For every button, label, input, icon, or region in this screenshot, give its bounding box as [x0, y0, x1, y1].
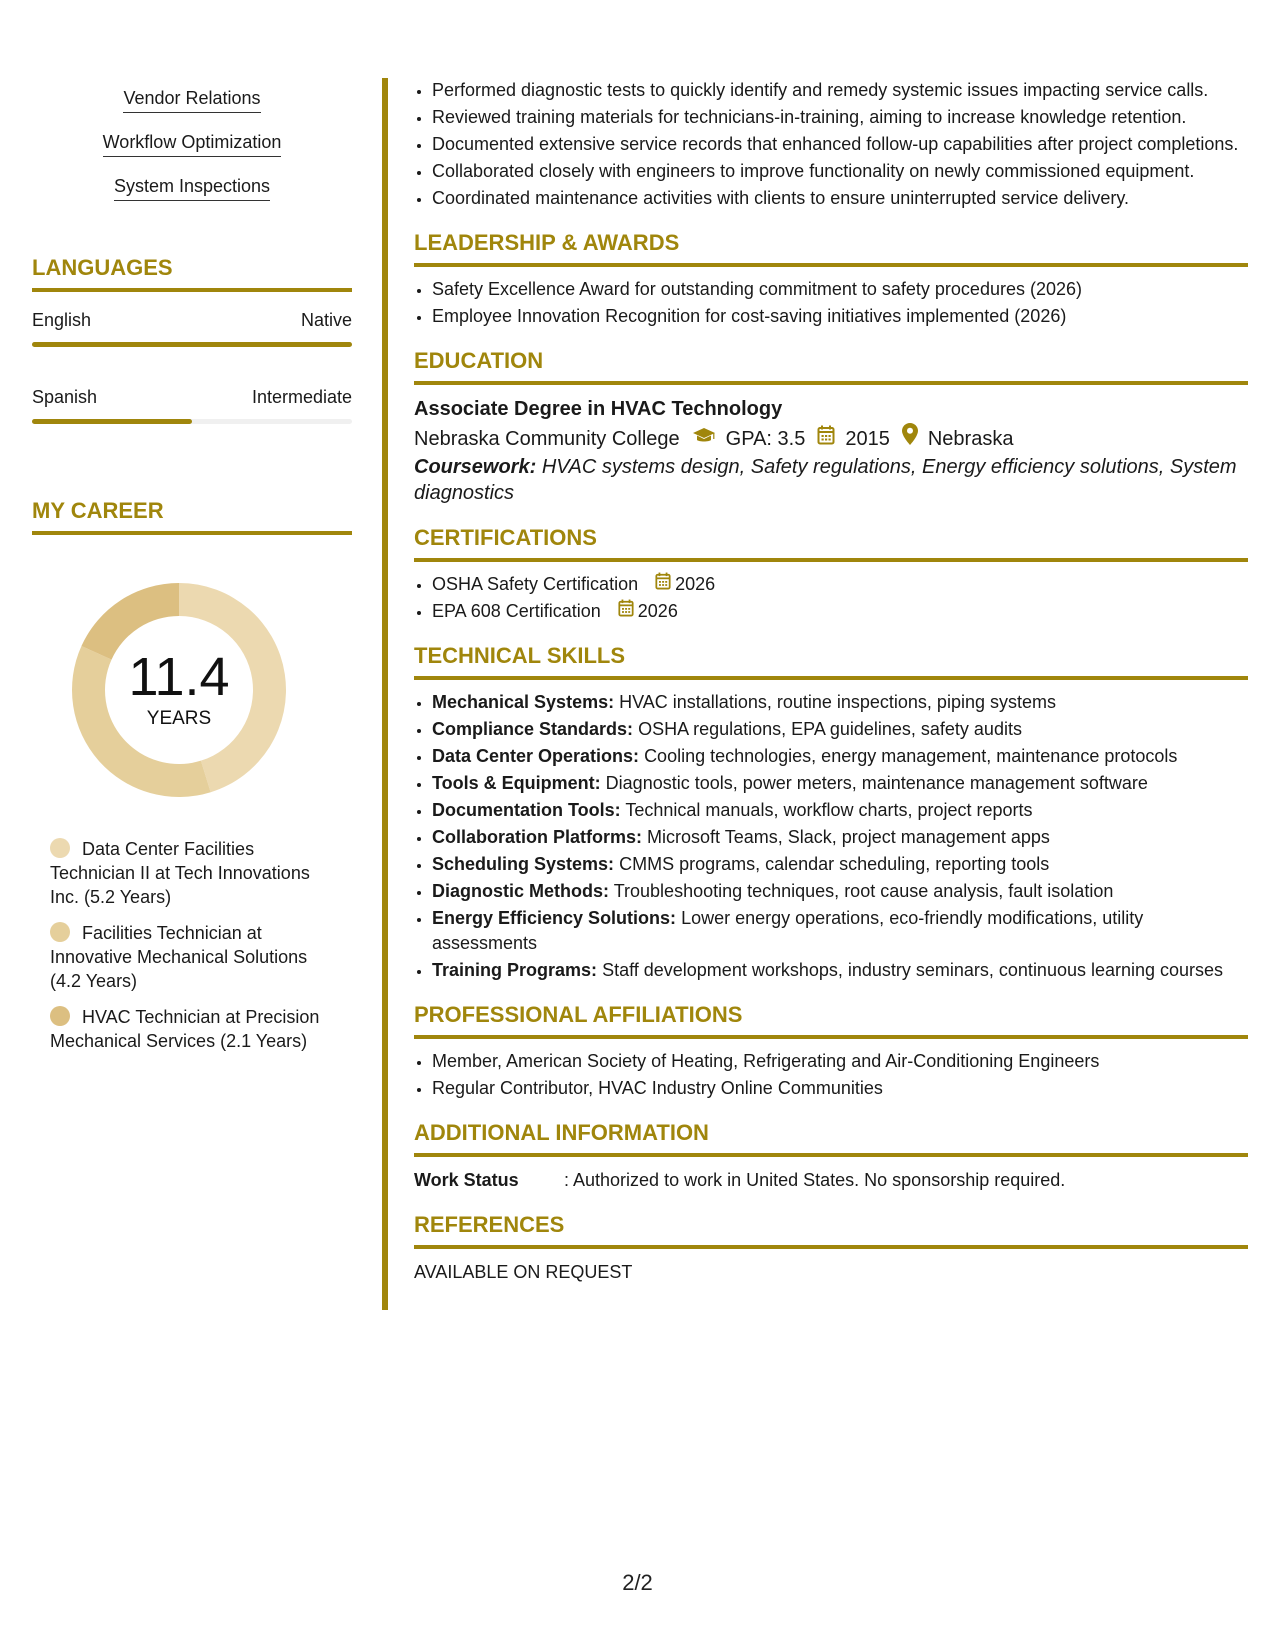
affiliations-section	[414, 1001, 1248, 1101]
language-name: Spanish	[32, 387, 98, 407]
career-legend	[50, 837, 340, 1065]
language-row	[32, 308, 352, 332]
technical-skill-item	[432, 798, 1248, 823]
skill-label: Collaboration Platforms:	[432, 827, 643, 847]
experience-bullet: • Coordinated maintenance activities with clients to ensure uninterrupted service delivery.	[432, 186, 1248, 211]
skill-tag: Vendor Relations	[123, 86, 260, 113]
career-total-years: 11.4	[128, 647, 230, 707]
career-donut-chart	[66, 577, 292, 803]
additional-info-title: ADDITIONAL INFORMATION	[414, 1119, 1248, 1157]
education-section	[414, 347, 1248, 506]
skill-text: Lower energy operations, eco-friendly modifications, utility assessments	[432, 908, 1144, 953]
references-text: AVAILABLE ON REQUEST	[414, 1262, 633, 1282]
education-title: EDUCATION	[414, 347, 1248, 385]
affiliation-item: • Member, American Society of Heating, Refrigerating and Air-Conditioning Engineers	[432, 1049, 1248, 1074]
donut-center	[66, 577, 292, 803]
skill-label: Scheduling Systems:	[432, 854, 615, 874]
education-degree: Associate Degree in HVAC Technology	[414, 398, 783, 420]
skill-tag: Workflow Optimization	[103, 130, 282, 157]
experience-bullet: • Reviewed training materials for technicians-in-training, aiming to increase knowledge retention.	[432, 105, 1248, 130]
languages-section	[32, 254, 352, 424]
technical-skill-item	[432, 717, 1248, 742]
education-details	[414, 423, 1248, 454]
language-name: English	[32, 310, 92, 330]
certification-name: OSHA Safety Certification	[432, 574, 639, 594]
skill-text: Diagnostic tools, power meters, maintenance management software	[605, 773, 1148, 793]
experience-bullet: • Collaborated closely with engineers to improve functionality on newly commissioned equipment.	[432, 159, 1248, 184]
skill-label: Diagnostic Methods:	[432, 881, 610, 901]
education-location: Nebraska	[927, 427, 1014, 450]
skill-label: Training Programs:	[432, 960, 598, 980]
references-title: REFERENCES	[414, 1211, 1248, 1249]
skill-text: Troubleshooting techniques, root cause analysis, fault isolation	[613, 881, 1114, 901]
skill-label: Mechanical Systems:	[432, 692, 615, 712]
skill-label: Compliance Standards:	[432, 719, 634, 739]
technical-skill-item	[432, 771, 1248, 796]
skill-text: Cooling technologies, energy management, maintenance protocols	[644, 746, 1178, 766]
skill-tag: System Inspections	[114, 174, 270, 201]
skill-tags	[32, 86, 352, 218]
career-total-unit: YEARS	[146, 708, 212, 729]
experience-bullets	[414, 78, 1248, 211]
skill-text: OSHA regulations, EPA guidelines, safety audits	[638, 719, 1022, 739]
additional-info-section	[414, 1119, 1248, 1193]
technical-skills-section	[414, 642, 1248, 983]
certification-item	[432, 599, 1248, 624]
legend-dot-icon	[50, 922, 70, 942]
career-legend-item	[50, 921, 340, 993]
certification-name: EPA 608 Certification	[432, 601, 601, 621]
leadership-title: LEADERSHIP & AWARDS	[414, 229, 1248, 267]
award-item: • Employee Innovation Recognition for cost-saving initiatives implemented (2026)	[432, 304, 1248, 329]
legend-dot-icon	[50, 838, 70, 858]
certifications-title: CERTIFICATIONS	[414, 524, 1248, 562]
language-bar-fill	[32, 342, 352, 347]
experience-bullet: • Performed diagnostic tests to quickly identify and remedy systemic issues impacting service calls.	[432, 78, 1248, 103]
certification-item	[432, 572, 1248, 597]
award-item: • Safety Excellence Award for outstanding commitment to safety procedures (2026)	[432, 277, 1248, 302]
career-section	[32, 497, 352, 1051]
technical-skill-item	[432, 690, 1248, 715]
education-gpa: GPA: 3.5	[725, 427, 806, 450]
work-status-row	[414, 1167, 1248, 1193]
affiliations-title: PROFESSIONAL AFFILIATIONS	[414, 1001, 1248, 1039]
language-row	[32, 385, 352, 409]
language-bar-fill	[32, 419, 192, 424]
language-level: Native	[300, 310, 352, 330]
certification-year: 2026	[675, 574, 716, 594]
certifications-section	[414, 524, 1248, 624]
experience-bullet: • Documented extensive service records that enhanced follow-up capabilities after project completions.	[432, 132, 1248, 157]
technical-skills-title: TECHNICAL SKILLS	[414, 642, 1248, 680]
career-legend-item	[50, 837, 340, 909]
career-title: MY CAREER	[32, 497, 352, 535]
education-school: Nebraska Community College	[414, 427, 680, 450]
career-legend-item	[50, 1005, 340, 1053]
right-column	[414, 78, 1248, 1285]
certification-year: 2026	[637, 601, 678, 621]
column-divider	[382, 78, 388, 1310]
language-bar	[32, 419, 352, 424]
affiliation-item: • Regular Contributor, HVAC Industry Online Communities	[432, 1076, 1248, 1101]
coursework-label: Coursework:	[414, 456, 537, 478]
skill-text: Technical manuals, workflow charts, project reports	[625, 800, 1033, 820]
technical-skill-item	[432, 879, 1248, 904]
skill-text: Microsoft Teams, Slack, project management apps	[647, 827, 1050, 847]
graduation-cap-icon	[692, 424, 716, 454]
languages-title: LANGUAGES	[32, 254, 352, 292]
skill-label: Documentation Tools:	[432, 800, 621, 820]
career-legend-label: Facilities Technician at Innovative Mechanical Solutions (4.2 Years)	[50, 923, 308, 991]
calendar-icon	[655, 572, 675, 597]
page-number: 2/2	[622, 1570, 653, 1595]
technical-skill-item	[432, 906, 1248, 956]
technical-skill-item	[432, 958, 1248, 983]
technical-skill-item	[432, 825, 1248, 850]
skill-text: Staff development workshops, industry seminars, continuous learning courses	[602, 960, 1224, 980]
technical-skill-item	[432, 852, 1248, 877]
leadership-section	[414, 229, 1248, 329]
technical-skill-item	[432, 744, 1248, 769]
education-coursework	[414, 454, 1248, 506]
work-status-value: : Authorized to work in United States. No sponsorship required.	[564, 1170, 1066, 1190]
references-section	[414, 1211, 1248, 1285]
calendar-icon	[817, 424, 835, 454]
skill-label: Energy Efficiency Solutions:	[432, 908, 677, 928]
skill-text: HVAC installations, routine inspections, piping systems	[619, 692, 1056, 712]
language-bar	[32, 342, 352, 347]
location-pin-icon	[902, 423, 918, 454]
language-level: Intermediate	[251, 387, 352, 407]
calendar-icon	[618, 599, 638, 624]
education-year: 2015	[845, 427, 890, 450]
coursework-text: HVAC systems design, Safety regulations, Energy efficiency solutions, System diagnostics	[414, 456, 1237, 504]
skill-label: Tools & Equipment:	[432, 773, 601, 793]
career-legend-label: Data Center Facilities Technician II at Tech Innovations Inc. (5.2 Years)	[50, 839, 310, 907]
skill-text: CMMS programs, calendar scheduling, reporting tools	[619, 854, 1050, 874]
skill-label: Data Center Operations:	[432, 746, 640, 766]
legend-dot-icon	[50, 1006, 70, 1026]
career-legend-label: HVAC Technician at Precision Mechanical Services (2.1 Years)	[50, 1007, 320, 1051]
work-status-label: Work Status	[414, 1170, 519, 1190]
